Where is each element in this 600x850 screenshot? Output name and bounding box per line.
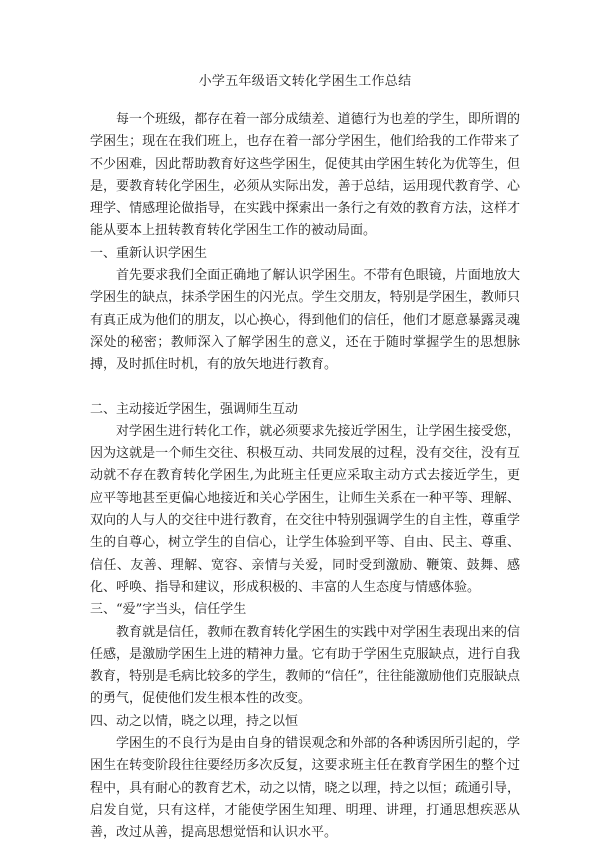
document-title: 小学五年级语文转化学困生工作总结	[198, 74, 412, 89]
section-body-4: 学困生的不良行为是由自身的错误观念和外部的各种诱因所引起的，学困生在转变阶段往往要经历多次反复，这要求班主任在教育学困生的整个过程中，具有耐心的教育艺术，动之以情，晓之以理，持之以恒；疏通引导，启发自觉，只有这样，才能使学困生知理、明理、讲理，打通思想疾恶从善，改过从善，提高思想觉悟和认识水平。	[90, 736, 520, 841]
section-body-3: 教育就是信任，教师在教育转化学困生的实践中对学困生表现出来的信任感，是激励学困生上进的精神力量。它有助于学困生克服缺点，进行自我教育，特别是毛病比较多的学生，教师的“信任”，往往能激励他们克服缺点的勇气，促使他们发生根本性的改变。	[90, 624, 520, 707]
paragraph-spacer	[90, 377, 520, 399]
section-heading-3: 三、“爱”字当头，信任学生	[90, 602, 247, 618]
section-heading-4: 四、动之以情，晓之以理，持之以恒	[90, 713, 299, 729]
section-body-1: 首先要求我们全面正确地了解认识学困生。不带有色眼镜，片面地放大学困生的缺点，抹杀学困生的闪光点。学生交朋友，特别是学困生，教师只有真正成为他们的朋友，以心换心，得到他们的信任，他们才愿意暴露灵魂深处的秘密；教师深入了解学困生的意义，还在于随时掌握学生的思想脉搏，及时抓住时机，有的放矢地进行教育。	[90, 268, 520, 373]
section-heading-1: 一、重新认识学困生	[90, 245, 208, 261]
section-heading-2: 二、主动接近学困生，强调师生互动	[90, 401, 299, 417]
document-page	[90, 72, 520, 845]
intro-paragraph: 每一个班级，都存在着一部分成绩差、道德行为也差的学生，即所谓的学困生；现在在我们班上，也存在着一部分学困生，他们给我的工作带来了不少困难，因此帮助教育好这些学困生，促使其由学困生转化为优等生，但是，要教育转化学困生，必须从实际出发，善于总结，运用现代教育学、心理学、情感理论做指导，在实践中探索出一条行之有效的教育方法，这样才能从要本上扭转教育转化学困生工作的被动局面。	[90, 112, 520, 239]
section-body-2: 对学困生进行转化工作，就必须要求先接近学困生，让学困生接受您，因为这就是一个师生交往、积极互动、共同发展的过程，没有交往，没有互动就不存在教育转化学困生,为此班主任更应采取主动方式去接近学生，更应平等地甚至更偏心地接近和关心学困生，让师生关系在一种平等、理解、双向的人与人的交往中进行教育，在交往中特别强调学生的自主性，尊重学生的自尊心，树立学生的自信心，让学生体验到平等、自由、民主、尊重、信任、友善、理解、宽容、亲情与关爱，同时受到激励、鞭策、鼓舞、感化、呼唤、指导和建议，形成积极的、丰富的人生态度与情感体验。	[90, 423, 520, 595]
